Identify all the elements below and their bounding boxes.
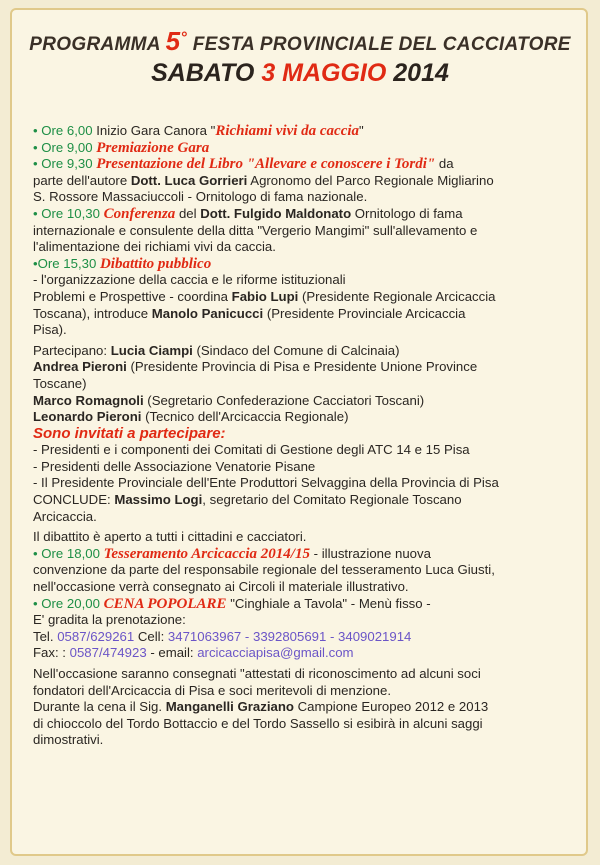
- item-premiazione: • Ore 9,00 Premiazione Gara: [33, 139, 210, 156]
- item-presentazione-libro: • Ore 9,30 Presentazione del Libro "Allevare e conoscere i Tordi" da parte dell'autore Dott. Luca Gorrieri Agronomo del Parco Regionale Migliarino S. Rossore Massaciuccoli - Ornitologo di fama nazionale.: [33, 156, 494, 205]
- item-dibattito: •Ore 15,30 Dibattito pubblico - l'organizzazione della caccia e le riforme istituzionali Problemi e Prospettive - coordina Fabio Lupi (Presidente Regionale Arcicaccia Toscana), introduce Manolo Panicucci (Presidente Provinciale Arcicaccia Pisa). Partecipano: Lucia Ciampi (Sindaco del Comune di Calcinaia) Andrea Pieroni (Presidente Provincia di Pisa e Presidente Unione Province Toscane) Marco Romagnoli (Segretario Confederazione Cacciatori Toscani) Leonardo Pieroni (Tecnico dell'Arcicaccia Regionale): [33, 255, 496, 425]
- item-conferenza: • Ore 10,30 Conferenza del Dott. Fulgido Maldonato Ornitologo di fama internazionale e consulente della ditta "Vergerio Mangimi" sull'allevamento e l'alimentazione dei richiami vivi da caccia.: [33, 205, 478, 255]
- program-title: PROGRAMMA 5° FESTA PROVINCIALE DEL CACCIATORE: [29, 26, 571, 56]
- fax-link[interactable]: 0587/474923: [69, 645, 147, 661]
- item-cena: • Ore 20,00 CENA POPOLARE "Cinghiale a Tavola" - Menù fisso - E' gradita la prenotazione: Tel. 0587/629261 Cell: 3471063967 - 3392805691 - 3409021914 Fax: : 0587/474923 - email: arcicacciapisa@gmail.com Nell'occasione saranno consegnati "attestati di riconoscimento ad alcuni soci fondatori dell'Arcicaccia di Pisa e soci meritevoli di menzione. Durante la cena il Sig. Manganelli Graziano Campione Europeo 2012 e 2013 di chioccolo del Tordo Bottaccio e del Tordo Sassello si esibirà in alcuni saggi dimostrativi.: [33, 596, 573, 749]
- program-content: [33, 123, 573, 749]
- invited-heading: Sono invitati a partecipare:: [33, 424, 226, 442]
- email-link[interactable]: arcicacciapisa@gmail.com: [197, 645, 354, 661]
- event-date: SABATO 3 MAGGIO 2014: [151, 59, 449, 87]
- phone-link[interactable]: 0587/629261: [57, 628, 135, 644]
- contact-fax-email: Fax: : 0587/474923 - email: arcicacciapisa@gmail.com: [33, 645, 354, 661]
- item-gara-canora: • Ore 6,00 Inizio Gara Canora "Richiami vivi da caccia": [33, 123, 364, 139]
- invited-section: Sono invitati a partecipare: - Presidenti e i componenti dei Comitati di Gestione degli ATC 14 e 15 Pisa - Presidenti delle Associazione Venatorie Pisane - Il Presidente Provinciale dell'Ente Produttori Selvaggina della Provincia di Pisa CONCLUDE: Massimo Logi, segretario del Comitato Regionale Toscano Arcicaccia. Il dibattito è aperto a tutti i cittadini e cacciatori.: [33, 426, 573, 546]
- item-tesseramento: • Ore 18,00 Tesseramento Arcicaccia 2014/15 - illustrazione nuova convenzione da parte del responsabile regionale del tesseramento Luca Giusti, nell'occasione verrà consegnato ai Circoli il materiale illustrativo.: [33, 545, 495, 595]
- contact-phone: Tel. 0587/629261 Cell: 3471063967 - 3392805691 - 3409021914: [33, 628, 412, 644]
- cell-link[interactable]: 3471063967 - 3392805691 - 3409021914: [167, 628, 412, 644]
- header: [0, 26, 600, 88]
